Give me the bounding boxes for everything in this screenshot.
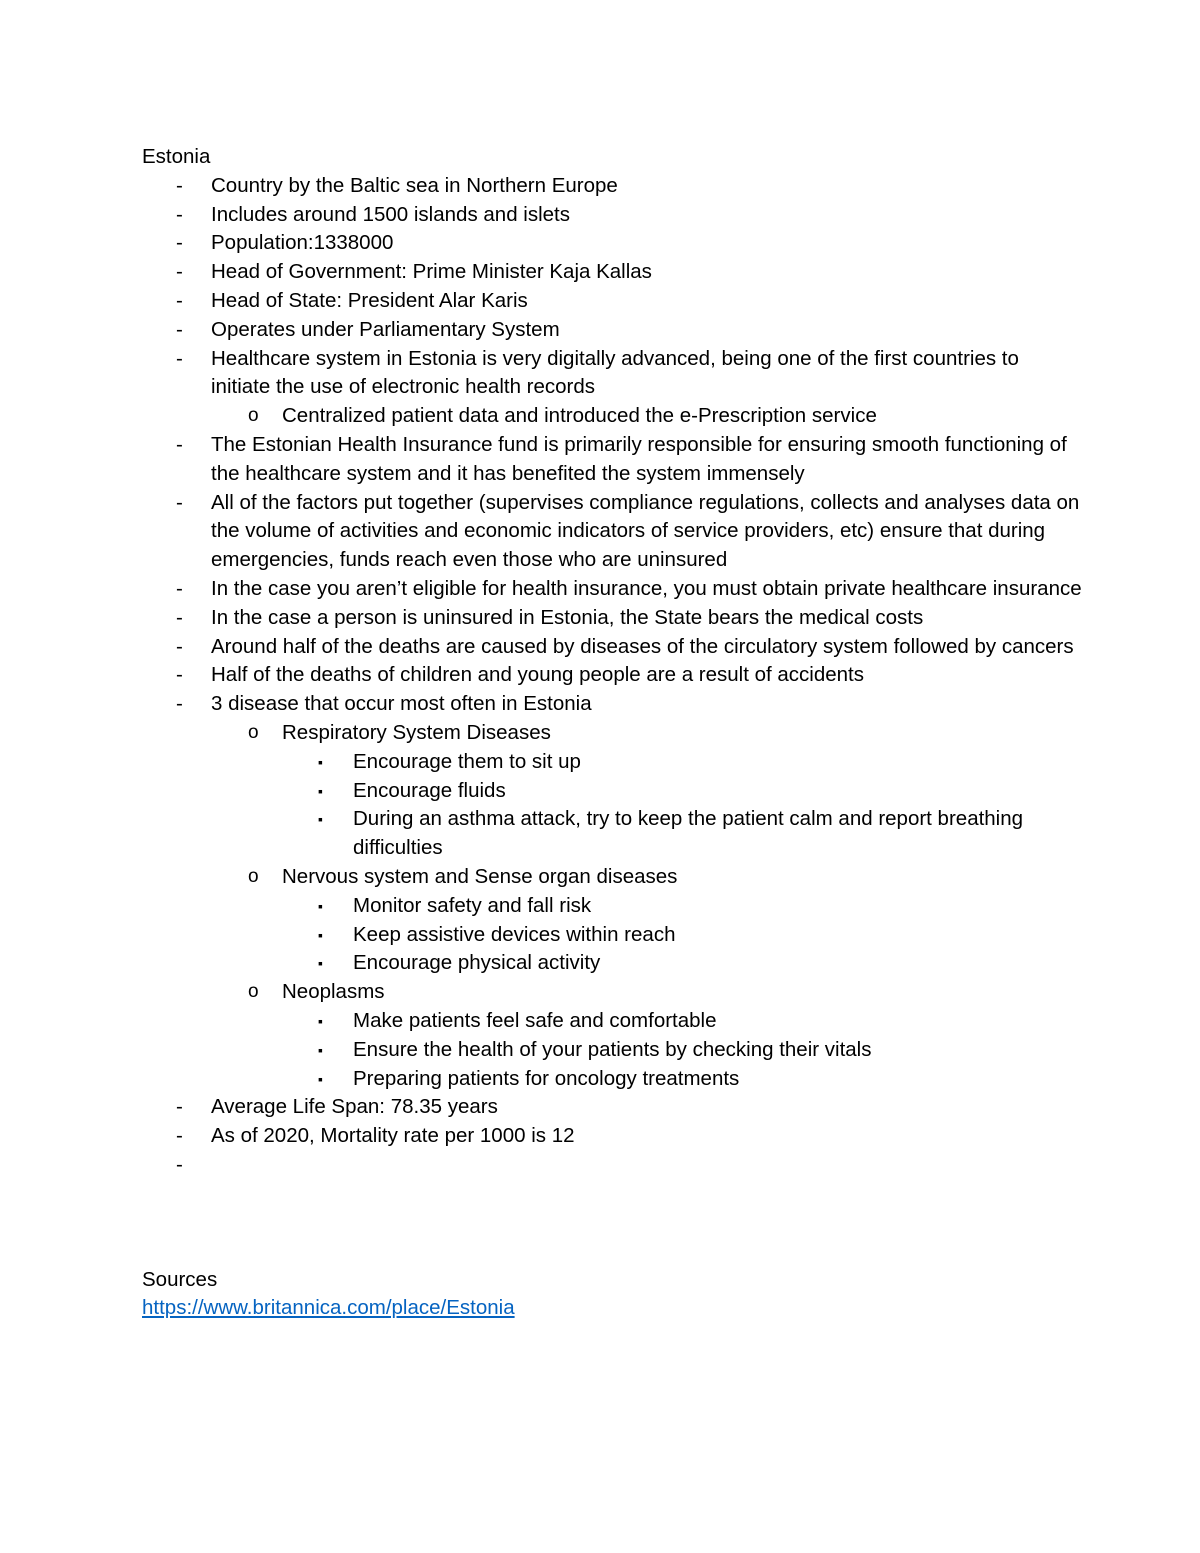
dash-bullet: - [176, 634, 183, 658]
dash-bullet: - [176, 260, 183, 284]
list-item [142, 661, 1082, 690]
list-item-text: Country by the Baltic sea in Northern Europe [211, 173, 618, 197]
sub-list-item [142, 978, 1082, 1007]
blank-space [142, 1180, 1082, 1266]
source-link[interactable]: https://www.britannica.com/place/Estonia [142, 1296, 515, 1320]
list-item-text: Head of Government: Prime Minister Kaja Kallas [211, 260, 652, 284]
dash-bullet: - [176, 605, 183, 629]
list-item-text: In the case a person is uninsured in Estonia, the State bears the medical costs [211, 605, 924, 629]
circle-bullet: o [248, 405, 259, 427]
list-item [142, 201, 1082, 230]
circle-bullet: o [248, 981, 259, 1003]
document-title: Estonia [142, 145, 211, 168]
list-item-text: Ensure the health of your patients by checking their vitals [353, 1037, 872, 1061]
list-item [142, 229, 1082, 258]
list-item-text: Operates under Parliamentary System [211, 317, 560, 341]
dash-bullet: - [176, 202, 183, 226]
square-bullet: ▪ [318, 782, 323, 799]
list-item-text: Encourage them to sit up [353, 749, 581, 773]
list-item-text: Half of the deaths of children and young people are a result of accidents [211, 663, 865, 687]
list-item [142, 690, 1082, 719]
list-item [142, 287, 1082, 316]
sub-list-item [142, 719, 1082, 748]
list-item [142, 1093, 1082, 1122]
sub-sub-list-item [142, 1065, 1082, 1094]
list-item [142, 345, 1082, 403]
list-item-text: Keep assistive devices within reach [353, 922, 676, 946]
list-item [142, 316, 1082, 345]
list-item-text: Includes around 1500 islands and islets [211, 202, 570, 226]
square-bullet: ▪ [318, 1041, 323, 1058]
dash-bullet: - [176, 1095, 183, 1119]
dash-bullet: - [176, 346, 183, 370]
bullet-list [142, 172, 1082, 1180]
square-bullet: ▪ [318, 1070, 323, 1087]
sub-sub-list-item [142, 1036, 1082, 1065]
sub-sub-list-item [142, 892, 1082, 921]
dash-bullet: - [176, 288, 183, 312]
list-item [142, 431, 1082, 489]
square-bullet: ▪ [318, 926, 323, 943]
sub-sub-list-item [142, 777, 1082, 806]
dash-bullet: - [176, 317, 183, 341]
list-item [142, 633, 1082, 662]
dash-bullet: - [176, 231, 183, 255]
square-bullet: ▪ [318, 897, 323, 914]
list-item-text: Healthcare system in Estonia is very digitally advanced, being one of the first countries to initiate the use of electronic health records [211, 346, 1019, 399]
sub-sub-list-item [142, 1007, 1082, 1036]
empty-list-item [142, 1151, 1082, 1180]
dash-bullet: - [176, 173, 183, 197]
square-bullet: ▪ [318, 811, 323, 828]
dash-bullet: - [176, 692, 183, 716]
circle-bullet: o [248, 721, 259, 743]
circle-bullet: o [248, 865, 259, 887]
list-item-text: As of 2020, Mortality rate per 1000 is 12 [211, 1124, 575, 1148]
list-item [142, 258, 1082, 287]
square-bullet: ▪ [318, 955, 323, 972]
sub-sub-list-item [142, 949, 1082, 978]
source-link-line [142, 1294, 1082, 1323]
list-item-text: The Estonian Health Insurance fund is primarily responsible for ensuring smooth functioning of the healthcare system and it has benefited the system immensely [211, 432, 1067, 485]
list-item [142, 172, 1082, 201]
dash-bullet: - [176, 490, 183, 514]
list-item-text: All of the factors put together (supervises compliance regulations, collects and analyses data on the volume of activities and economic indicators of service providers, etc) ensure that during emergencies, funds reach even those who are uninsured [211, 490, 1080, 572]
list-item-text: Nervous system and Sense organ diseases [282, 864, 678, 888]
sub-list-item [142, 402, 1082, 431]
sub-list-item [142, 863, 1082, 892]
list-item-text: Encourage physical activity [353, 951, 601, 975]
sub-sub-list-item [142, 805, 1082, 863]
list-item-text: Centralized patient data and introduced the e-Prescription service [282, 404, 877, 428]
list-item-text: 3 disease that occur most often in Estonia [211, 692, 592, 716]
document-body [142, 143, 1082, 1323]
list-item [142, 1122, 1082, 1151]
list-item [142, 604, 1082, 633]
list-item-text: Population:1338000 [211, 231, 394, 255]
dash-bullet: - [176, 576, 183, 600]
list-item-text: Preparing patients for oncology treatments [353, 1066, 740, 1090]
square-bullet: ▪ [318, 753, 323, 770]
sources-heading: Sources [142, 1267, 218, 1291]
list-item [142, 575, 1082, 604]
list-item-text: Respiratory System Diseases [282, 720, 551, 744]
list-item-text: Encourage fluids [353, 778, 506, 802]
dash-bullet: - [176, 1124, 183, 1148]
list-item-text: Neoplasms [282, 980, 385, 1004]
list-item-text: Average Life Span: 78.35 years [211, 1095, 498, 1119]
dash-bullet: - [176, 1152, 183, 1176]
dash-bullet: - [176, 663, 183, 687]
list-item-text: Make patients feel safe and comfortable [353, 1008, 717, 1032]
dash-bullet: - [176, 432, 183, 456]
list-item-text: During an asthma attack, try to keep the patient calm and report breathing difficulties [353, 807, 1024, 860]
sub-sub-list-item [142, 748, 1082, 777]
list-item-text: Head of State: President Alar Karis [211, 288, 528, 312]
sub-sub-list-item [142, 921, 1082, 950]
list-item-text: Around half of the deaths are caused by diseases of the circulatory system followed by cancers [211, 634, 1074, 658]
list-item-text: In the case you aren’t eligible for health insurance, you must obtain private healthcare insurance [211, 576, 1082, 600]
square-bullet: ▪ [318, 1012, 323, 1029]
list-item [142, 489, 1082, 575]
list-item-text: Monitor safety and fall risk [353, 893, 592, 917]
